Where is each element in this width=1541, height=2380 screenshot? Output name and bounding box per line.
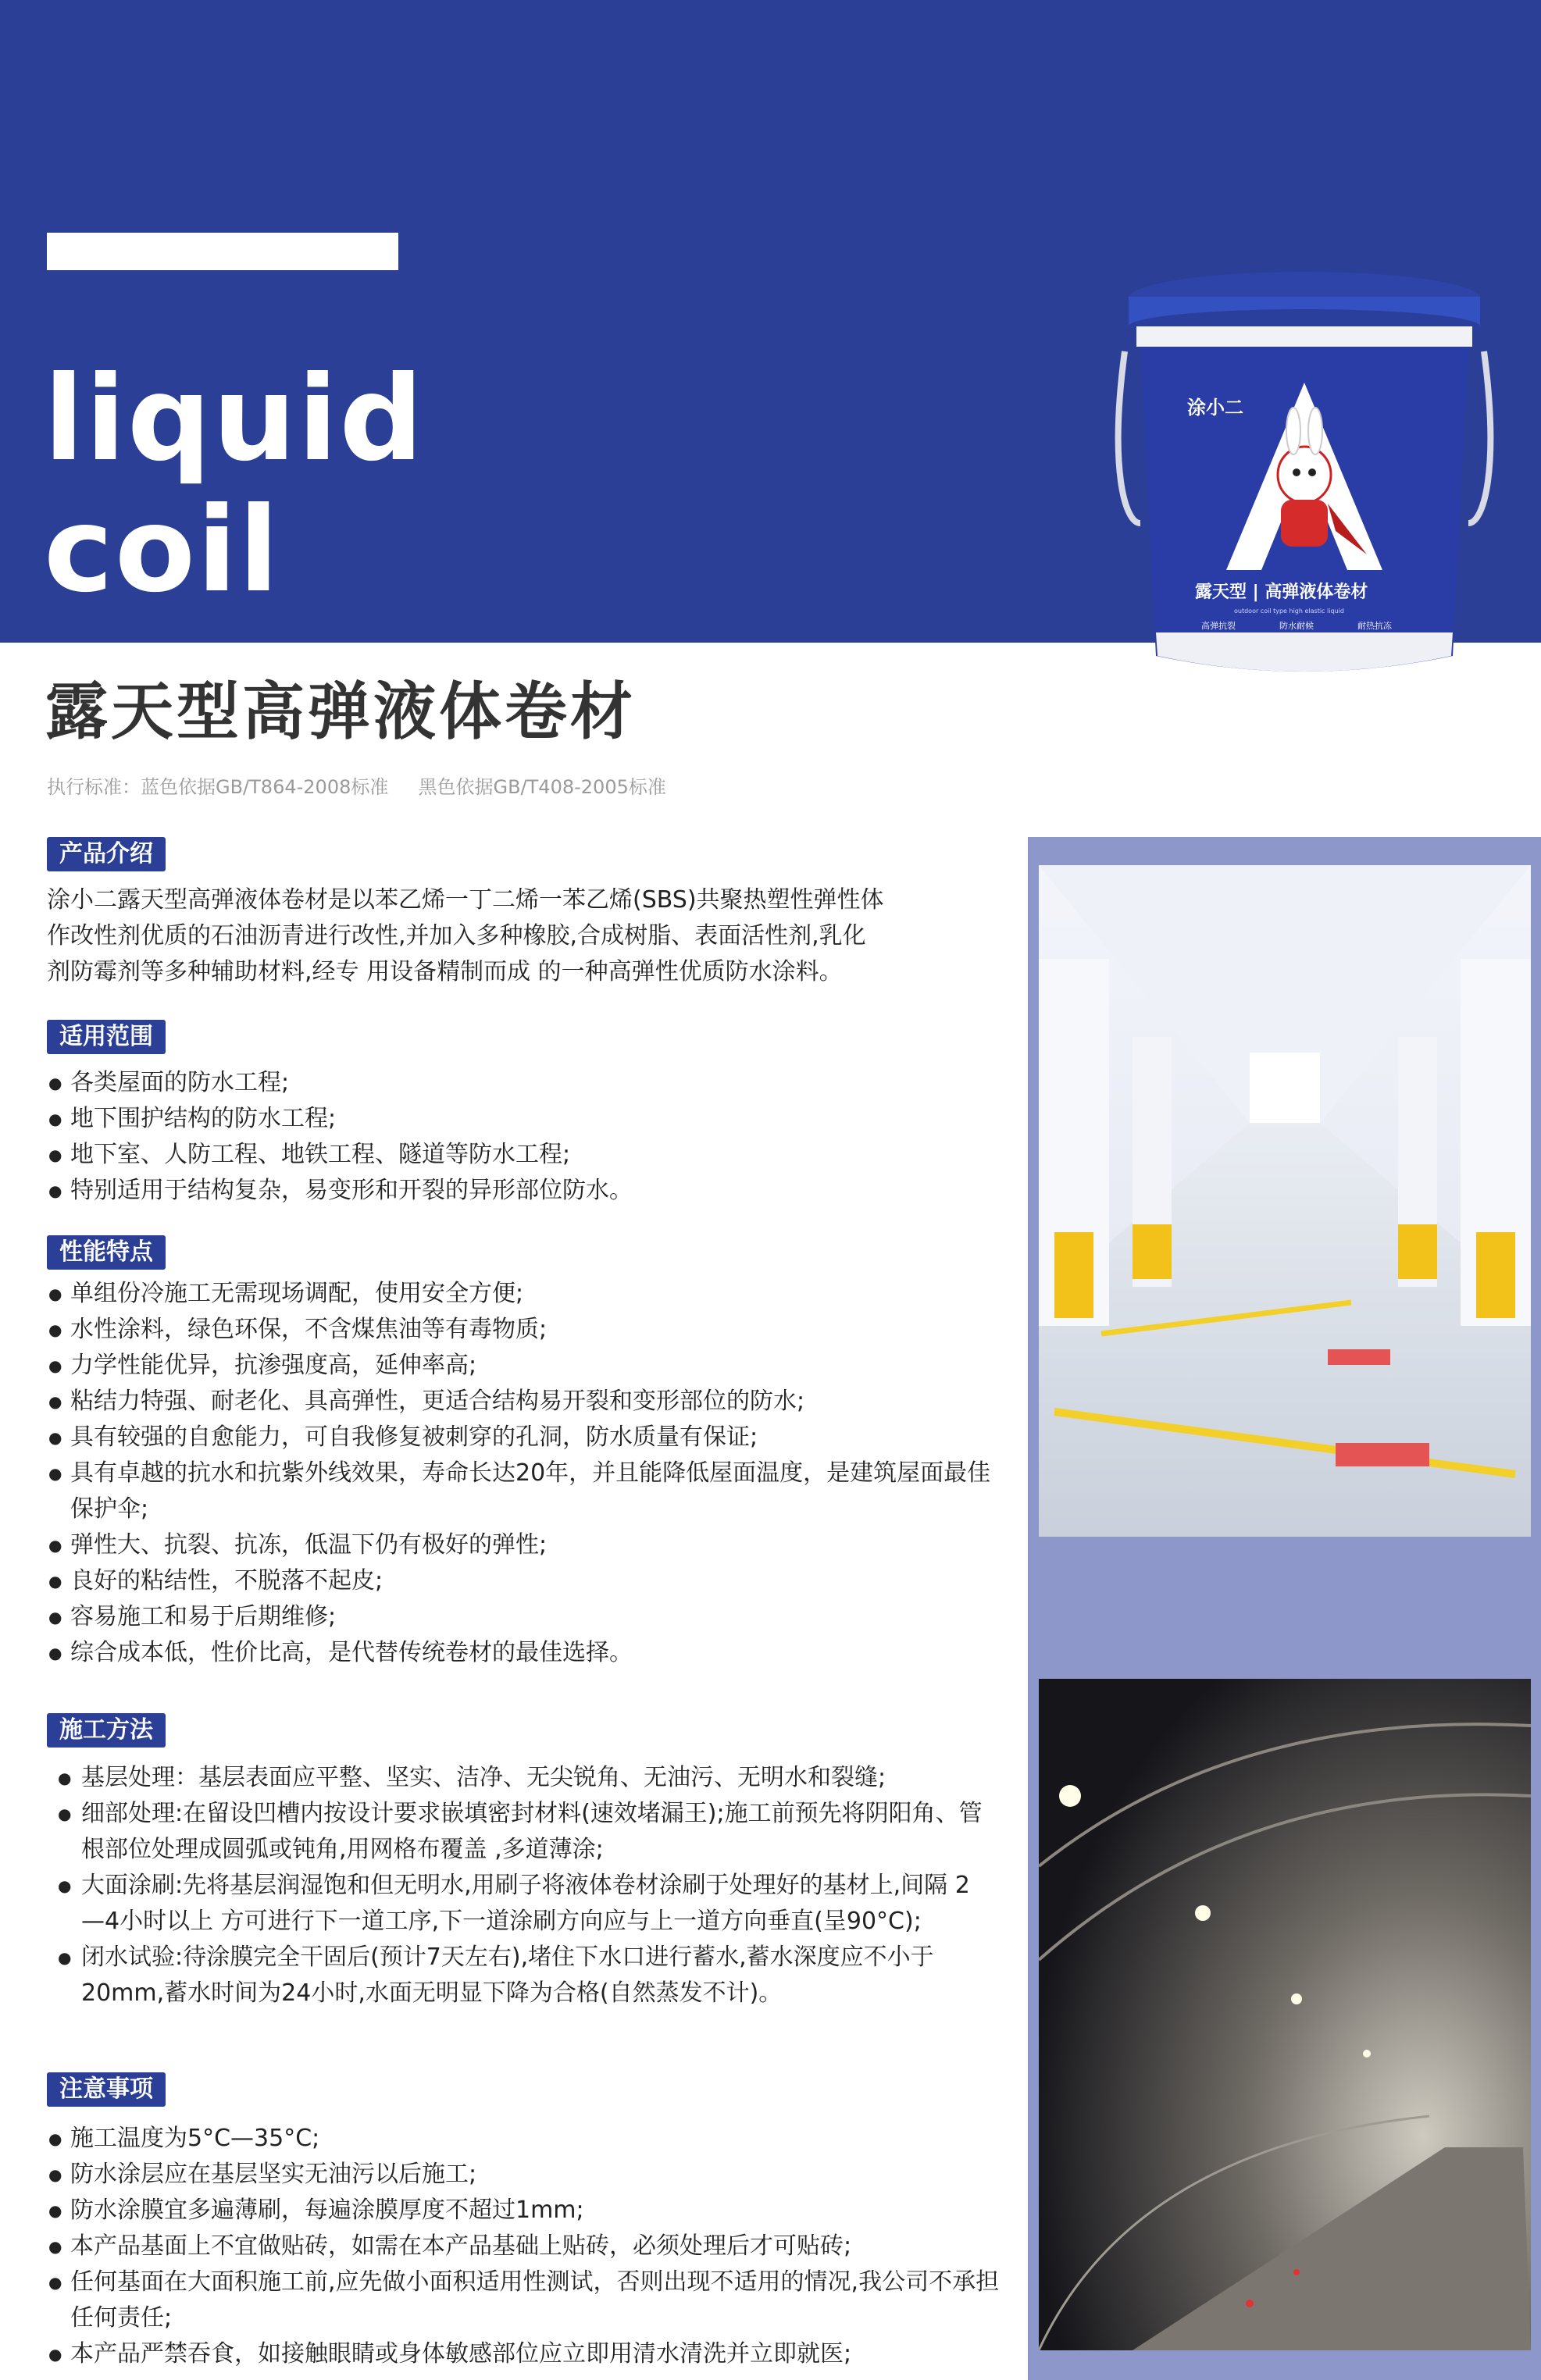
list-item: ● 本产品基面上不宜做贴砖，如需在本产品基础上贴砖，必须处理后才可贴砖; <box>47 2229 1000 2264</box>
list-item: ● 综合成本低，性价比高，是代替传统卷材的最佳选择。 <box>47 1635 1000 1671</box>
list-item: ● 具有卓越的抗水和抗紫外线效果，寿命长达20年，并且能降低屋面温度，是建筑屋面最佳保护伞; <box>47 1455 1000 1527</box>
bucket-badge-1: 高弹抗裂 <box>1201 621 1236 631</box>
section-tag-scope: 适用范围 <box>47 1020 166 1054</box>
list-item: ● 容易施工和易于后期维修; <box>47 1599 1000 1635</box>
scope-list <box>47 1065 1000 1209</box>
hero-word-liquid: liquid <box>44 351 425 487</box>
list-item: ● 粘结力特强、耐老化、具高弹性，更适合结构易开裂和变形部位的防水; <box>47 1384 1000 1420</box>
section-tag-intro: 产品介绍 <box>47 837 166 871</box>
features-list <box>47 1276 1000 1671</box>
notes-list <box>47 2121 1000 2372</box>
hero-word-coil: coil <box>44 483 280 618</box>
intro-paragraph <box>47 882 984 990</box>
list-item: ● 大面涂刷:先将基层润湿饱和但无明水,用刷子将液体卷材涂刷于处理好的基材上,间隔 2—4小时以上 方可进行下一道工序,下一道涂刷方向应与上一道方向垂直(呈90°C); <box>47 1868 984 1940</box>
parking-garage-photo <box>1039 865 1531 1537</box>
section-tag-features: 性能特点 <box>47 1235 166 1270</box>
method-list <box>47 1760 984 2011</box>
section-tag-notes: 注意事项 <box>47 2072 166 2107</box>
list-item: ● 力学性能优异，抗渗强度高，延伸率高; <box>47 1348 1000 1384</box>
standard-text: 执行标准：蓝色依据GB/T864-2008标准 黑色依据GB/T408-2005标准 <box>47 776 666 798</box>
list-item: ● 弹性大、抗裂、抗冻，低温下仍有极好的弹性; <box>47 1527 1000 1563</box>
intro-line: 作改性剂优质的石油沥青进行改性,并加入多种橡胶,合成树脂、表面活性剂,乳化 <box>47 922 866 950</box>
product-title: 露天型高弹液体卷材 <box>45 675 636 748</box>
list-item: ● 地下围护结构的防水工程; <box>47 1101 1000 1137</box>
list-item: ● 施工温度为5°C—35°C; <box>47 2121 1000 2157</box>
bucket-badge-2: 防水耐候 <box>1279 621 1314 631</box>
intro-line: 涂小二露天型高弹液体卷材是以苯乙烯一丁二烯一苯乙烯(SBS)共聚热塑性弹性体 <box>47 886 884 914</box>
bucket-brand-text: 涂小二 <box>1187 397 1243 419</box>
bucket-subtitle-text: outdoor coil type high elastic liquid <box>1234 607 1344 615</box>
tunnel-photo <box>1039 1679 1531 2350</box>
list-item: ● 地下室、人防工程、地铁工程、隧道等防水工程; <box>47 1137 1000 1173</box>
list-item: ● 本产品严禁吞食，如接触眼睛或身体敏感部位应立即用清水清洗并立即就医; <box>47 2336 1000 2372</box>
list-item: ● 细部处理:在留设凹槽内按设计要求嵌填密封材料(速效堵漏王);施工前预先将阴阳角、管根部位处理成圆弧或钝角,用网格布覆盖 ,多道薄涂; <box>47 1796 984 1868</box>
list-item: ● 水性涂料，绿色环保，不含煤焦油等有毒物质; <box>47 1312 1000 1348</box>
list-item: ● 具有较强的自愈能力，可自我修复被刺穿的孔洞，防水质量有保证; <box>47 1420 1000 1455</box>
bucket-badge-3: 耐热抗冻 <box>1357 621 1392 631</box>
list-item: ● 闭水试验:待涂膜完全干固后(预计7天左右),堵住下水口进行蓄水,蓄水深度应不小于20mm,蓄水时间为24小时,水面无明显下降为合格(自然蒸发不计)。 <box>47 1940 984 2011</box>
list-item: ● 特别适用于结构复杂，易变形和开裂的异形部位防水。 <box>47 1173 1000 1209</box>
list-item: ● 各类屋面的防水工程; <box>47 1065 1000 1101</box>
list-item: ● 单组份冷施工无需现场调配，使用安全方便; <box>47 1276 1000 1312</box>
product-bucket-image <box>1109 265 1500 687</box>
list-item: ● 良好的粘结性，不脱落不起皮; <box>47 1563 1000 1599</box>
intro-line: 剂防霉剂等多种辅助材料,经专 用设备精制而成 的一种高弹性优质防水涂料。 <box>47 958 843 985</box>
hero-accent-bar <box>47 233 398 270</box>
list-item: ● 防水涂膜宜多遍薄刷，每遍涂膜厚度不超过1mm; <box>47 2193 1000 2229</box>
list-item: ● 基层处理：基层表面应平整、坚实、洁净、无尖锐角、无油污、无明水和裂缝; <box>47 1760 984 1796</box>
list-item: ● 防水涂层应在基层坚实无油污以后施工; <box>47 2157 1000 2193</box>
bucket-product-line-text: 露天型 | 高弹液体卷材 <box>1195 583 1368 602</box>
section-tag-method: 施工方法 <box>47 1713 166 1748</box>
list-item: ● 任何基面在大面积施工前,应先做小面积适用性测试，否则出现不适用的情况,我公司不承担任何责任; <box>47 2264 1000 2336</box>
